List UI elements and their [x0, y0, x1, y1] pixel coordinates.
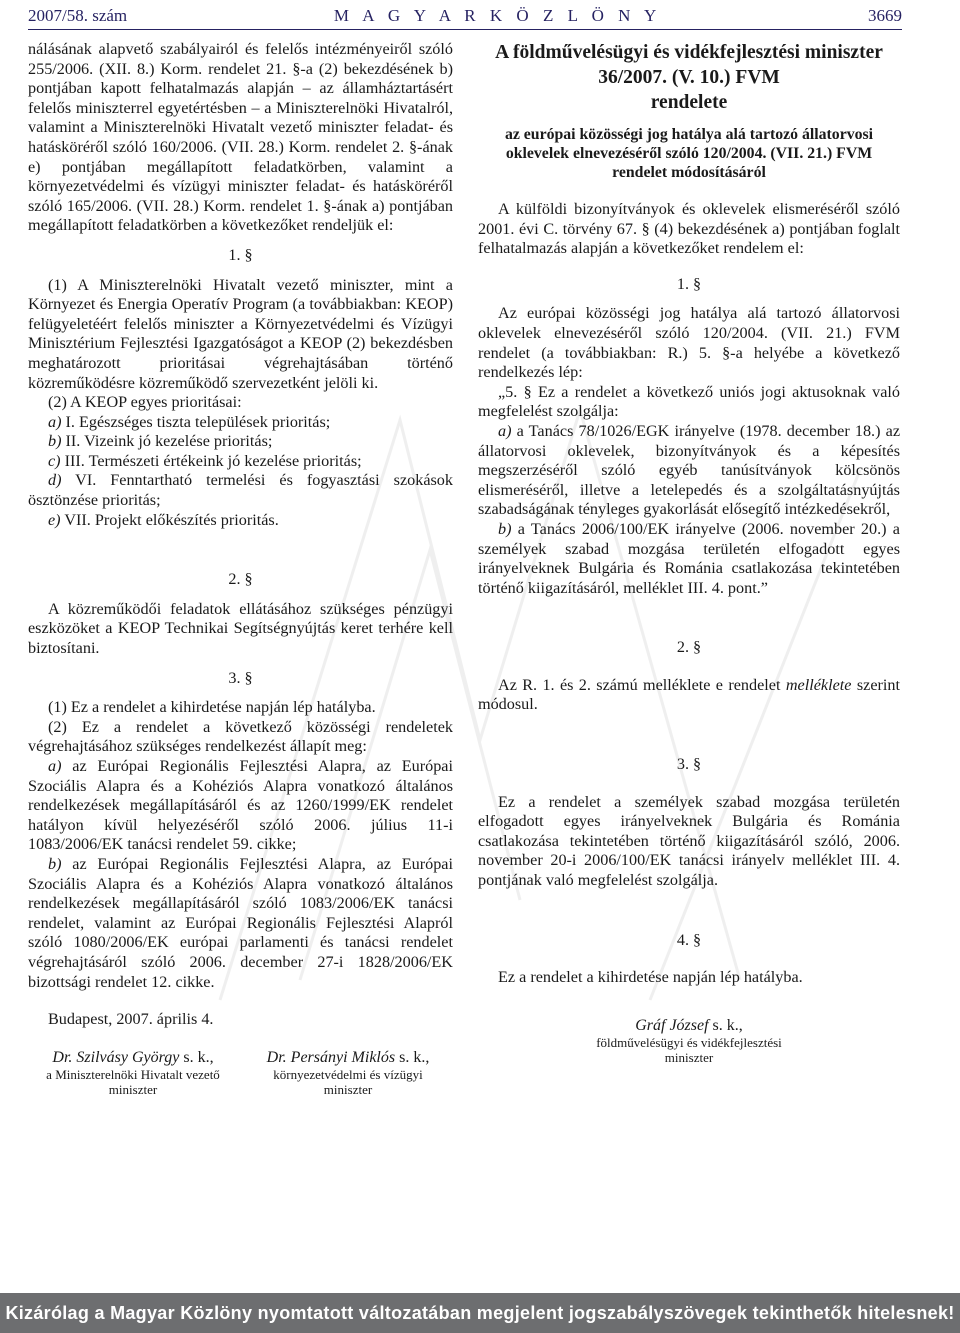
signatures: [28, 1048, 453, 1098]
signatory-role: miniszter: [664, 1050, 714, 1066]
section-4-para: Ez a rendelet a kihirdetése napján lép hatályba.: [498, 968, 803, 987]
section-1-item-a: [478, 422, 900, 520]
list-marker: e): [48, 510, 61, 529]
section-2-para: A közreműködői feladatok ellátásához szükséges pénzügyi eszközöket a KEOP Technikai Segítségnyújtás keret terhére kell biztosítani.: [28, 599, 453, 658]
signature: [549, 1016, 829, 1066]
list-item-text: az Európai Regionális Fejlesztési Alapra, az Európai Szociális Alapra és a Kohéziós Alapra vonatkozó általános rendelkezések megállapításáról és az 1260/1999/EK rendelet hatályon kívül helyezéséről szóló 2006. július 11-i 1083/2006/EK tanácsi rendelet 59. cikke;: [28, 757, 453, 854]
list-item-text: VI. Fenntartható termelési és fogyasztási szokások ösztönzése prioritás;: [28, 471, 453, 510]
decree-kind: rendelete: [650, 92, 728, 113]
section-1-heading: 1. §: [676, 274, 702, 293]
publication-title: M A G Y A R K Ö Z L Ö N Y: [333, 6, 662, 25]
section-3-item-b: [28, 855, 453, 992]
authenticity-notice: Kizárólag a Magyar Közlöny nyomtatott változatában megjelent jogszabályszövegek tekinthetők hitelesnek!: [0, 1293, 960, 1333]
signatory-role: földművelésügyi és vidékfejlesztési: [596, 1035, 782, 1051]
list-marker: a): [498, 421, 512, 440]
page-number: 3669: [867, 6, 902, 25]
list-item: [28, 413, 453, 433]
signature-1: [28, 1048, 238, 1098]
list-item-text: VII. Projekt előkészítés prioritás.: [60, 510, 279, 529]
list-marker: c): [48, 451, 61, 470]
list-item-text: a Tanács 78/1026/EGK irányelve (1978. december 18.) az állatorvosi oklevelek, bizonyítványok és a képesítés megszerzéséről szóló egyéb tanúsítványok kölcsönös elismeréséről, illetve a letelepedés és a szolgáltatásnyújtás szabadságának tényleges gyakorlását elősegítő intézkedésekről,: [478, 421, 900, 519]
list-item: [28, 432, 453, 452]
section-2-para: Az R. 1. és 2. számú melléklete e rendelet melléklete szerint módosul.: [478, 675, 900, 714]
signature-2: [243, 1048, 453, 1098]
signatory-role: miniszter: [108, 1082, 158, 1098]
left-column: [28, 40, 453, 1097]
list-item-text: II. Vizeink jó kezelése prioritás;: [61, 432, 273, 451]
list-item: [28, 452, 453, 472]
list-item: [28, 511, 453, 531]
decree-issuer: A földművelésügyi és vidékfejlesztési miniszter: [495, 42, 883, 63]
section-3-para: Ez a rendelet a személyek szabad mozgása területén elfogadott egyes irányelveknek Bulgária és Románia csatlakozása tekintetében történő kiigazításáról szóló, 2006. november 20-i 2006/100/EK tanácsi irányelv melléklet III. 4. pontjának való megfelelést szolgálja.: [478, 792, 900, 890]
signatory-role: környezetvédelmi és vízügyi: [273, 1067, 423, 1083]
issue-number: 2007/58. szám: [28, 6, 128, 25]
section-1-para-1: (1) A Miniszterelnöki Hivatalt vezető miniszter, mint a Környezet és Energia Operatív Program (a továbbiakban: KEOP) felügyeletéért felelős miniszter a Környezetvédelmi és Vízügyi Minisztérium Fejlesztési Igazgatóságot a KEOP (2) bekezdésben meghatározott prioritásai végrehajtásában történő közreműködésre közreműködő szervezetként jelöli ki.: [28, 275, 453, 392]
signatory-role: miniszter: [323, 1082, 373, 1098]
decree-intro: nálásának alapvető szabályairól és felelős intézményeiről szóló 255/2006. (XII. 8.) Korm. rendelet 21. §-a (2) bekezdésének b) pontjában kapott felhatalmazás alapján – az államháztartásért felelős miniszterrel egyetértésben – a Miniszterelnöki Hivatalról, valamint a Miniszterelnöki Hivatalt vezető miniszter feladat- és hatásköréről szóló 160/2006. (VII. 28.) Korm. rendelet 2. §-ának e) pontjában megállapított feladatkörben, valamint a környezetvédelmi és vízügyi miniszter feladat- és hatásköréről szóló 165/2006. (VII. 28.) Korm. rendelet 1. §-ának a) pontjában megállapított feladatkörben a következőket rendeljük el:: [28, 40, 453, 235]
list-marker: b): [48, 854, 62, 873]
section-3-heading: 3. §: [676, 755, 702, 774]
priority-list: [28, 413, 453, 531]
list-marker: a): [48, 757, 62, 775]
signatory-role: a Miniszterelnöki Hivatalt vezető: [46, 1067, 220, 1083]
signatory-name: Gráf József s. k.,: [635, 1016, 743, 1034]
decree-number: 36/2007. (V. 10.) FVM: [598, 67, 780, 88]
list-marker: b): [498, 519, 512, 538]
list-item-text: I. Egészséges tiszta települések prioritás;: [61, 412, 331, 431]
section-1-item-b: [478, 520, 900, 598]
section-3-heading: 3. §: [228, 668, 253, 687]
signatures: [478, 1016, 900, 1066]
section-4-heading: 4. §: [676, 930, 702, 949]
list-marker: b): [48, 432, 62, 451]
section-3-item-a: [28, 757, 453, 855]
list-item-text: az Európai Regionális Fejlesztési Alapra, az Európai Szociális Alapra és a Kohéziós Alapra vonatkozó általános rendelkezések megállapításáról szóló 1083/2006/EK tanácsi rendelet, valamint az Európai Regionális Fejlesztési Alapról szóló 1080/2006/EK európai parlamenti és tanácsi rendelet végrehajtásáról szóló 2006. december 27-i 1828/2006/EK bizottsági rendelet 12. cikke.: [28, 854, 453, 991]
section-2-heading: 2. §: [228, 570, 253, 589]
right-column: [478, 40, 900, 1065]
list-item: [28, 471, 453, 510]
signatory-name: Dr. Szilvásy György s. k.,: [52, 1048, 214, 1066]
decree-intro: A külföldi bizonyítványok és oklevelek elismeréséről szóló 2001. évi C. törvény 67. § (4) bekezdésének a) pontjában foglalt felhatalmazás alapján a következőket rendelem el:: [478, 200, 900, 258]
place-and-date: Budapest, 2007. április 4.: [48, 1010, 214, 1029]
decree-subject: az európai közösségi jog hatálya alá tartozó állatorvosi oklevelek elnevezéséről szóló 120/2004. (VII. 21.) FVM rendelet módosításáról: [504, 126, 874, 181]
list-item-text: III. Természeti értékeink jó kezelése prioritás;: [60, 451, 362, 470]
list-marker: d): [48, 471, 62, 490]
section-3-para-1: (1) Ez a rendelet a kihirdetése napján lép hatályba.: [48, 698, 376, 717]
section-3-para-2: (2) Ez a rendelet a következő közösségi rendeletek végrehajtásához szükséges rendelkezést állapít meg:: [28, 717, 453, 756]
list-item-text: a Tanács 2006/100/EK irányelve (2006. november 20.) a személyek szabad mozgása területén elfogadott egyes irányelveknek Bulgária és Románia csatlakozása tekintetében történő kiigazításáról, melléklet III. 4. pont.”: [478, 519, 900, 597]
section-2-heading: 2. §: [676, 638, 702, 657]
section-1-heading: 1. §: [228, 245, 253, 264]
list-marker: a): [48, 412, 62, 431]
section-1-para: Az európai közösségi jog hatálya alá tartozó állatorvosi oklevelek elnevezéséről szóló 120/2004. (VII. 21.) FVM rendelet (a továbbiakban: R.) 5. §-a helyébe a következő rendelkezés lép:: [478, 304, 900, 382]
section-1-quote: „5. § Ez a rendelet a következő uniós jogi aktusoknak való megfelelést szolgálja:: [478, 382, 900, 421]
signatory-name: Dr. Persányi Miklós s. k.,: [266, 1048, 430, 1066]
section-1-para-2: (2) A KEOP egyes prioritásai:: [48, 393, 242, 412]
page-header: [28, 0, 902, 30]
